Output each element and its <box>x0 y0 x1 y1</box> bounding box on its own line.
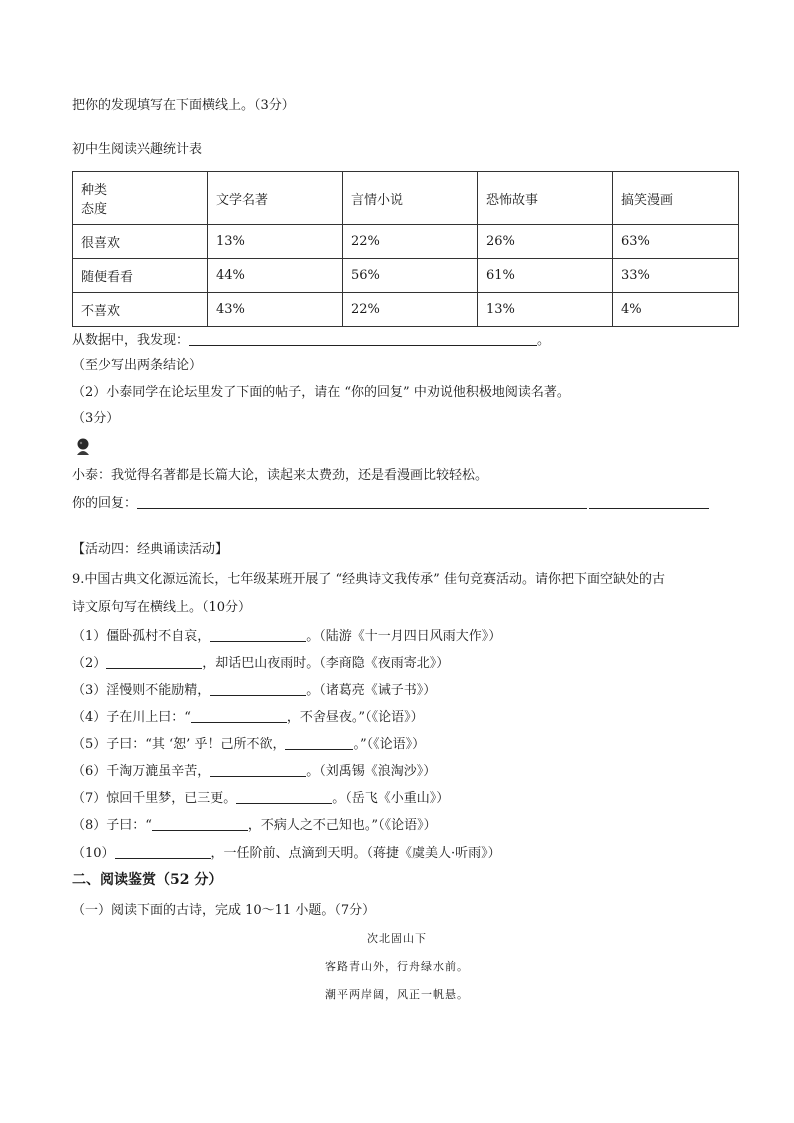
row-label: 随便看看 <box>73 259 208 293</box>
table-cell: 13% <box>478 293 613 327</box>
item-7-suffix: 。（岳飞《小重山》） <box>332 791 450 806</box>
fill-item-5 <box>72 735 425 754</box>
item-8-prefix: （8）子曰：“ <box>72 818 152 833</box>
corner-label-category: 种类 <box>81 183 108 198</box>
reply-answer-blank[interactable] <box>137 494 587 509</box>
item-4-suffix: ，不舍昼夜。”（《论语》） <box>286 710 424 725</box>
finding-note: （至少写出两条结论） <box>72 358 203 373</box>
intro-line: 把你的发现填写在下面横线上。（3分） <box>72 98 295 113</box>
table-row <box>73 293 739 327</box>
reply-label: 你的回复： <box>72 496 138 511</box>
item-10-blank[interactable] <box>115 844 211 859</box>
item-10-prefix: （10） <box>72 846 115 861</box>
item-2-prefix: （2） <box>72 656 107 671</box>
item-2-suffix: ，却话巴山夜雨时。（李商隐《夜雨寄北》） <box>202 656 450 671</box>
table-row <box>73 259 739 293</box>
table-cell: 56% <box>343 259 478 293</box>
fill-item-10 <box>72 844 501 863</box>
table-cell: 26% <box>478 225 613 259</box>
question-9-line-1: 9.中国古典文化源远流长，七年级某班开展了 “经典诗文我传承” 佳句竞赛活动。请你把下面空缺处的古 <box>72 572 665 587</box>
item-8-blank[interactable] <box>152 816 248 831</box>
item-1-blank[interactable] <box>210 627 306 642</box>
item-3-suffix: 。（诸葛亮《诫子书》） <box>306 683 437 698</box>
item-5-suffix: 。”（《论语》） <box>353 737 426 752</box>
corner-label-attitude: 态度 <box>81 202 108 217</box>
user-avatar-icon <box>76 438 90 455</box>
finding-line <box>72 331 550 350</box>
question-2-score: （3分） <box>72 411 120 426</box>
item-6-suffix: 。（刘禹锡《浪淘沙》） <box>306 764 437 779</box>
item-5-prefix: （5）子曰：“其 ‘恕’ 乎！己所不欲， <box>72 737 286 752</box>
table-cell: 44% <box>208 259 343 293</box>
finding-label: 从数据中，我发现： <box>72 333 190 348</box>
fill-item-3 <box>72 681 436 700</box>
item-7-prefix: （7）惊回千里梦，已三更。 <box>72 791 237 806</box>
question-9-line-2: 诗文原句写在横线上。（10分） <box>72 600 252 615</box>
table-title: 初中生阅读兴趣统计表 <box>72 142 203 157</box>
item-4-prefix: （4）子在川上曰：“ <box>72 710 191 725</box>
item-7-blank[interactable] <box>236 789 332 804</box>
item-10-suffix: ，一任阶前、点滴到天明。（蒋捷《虞美人·听雨》） <box>210 846 501 861</box>
column-header: 恐怖故事 <box>478 172 613 225</box>
fill-item-2 <box>72 654 449 673</box>
poem-line-1: 客路青山外，行舟绿水前。 <box>325 960 469 973</box>
item-3-prefix: （3）淫慢则不能励精， <box>72 683 211 698</box>
column-header: 言情小说 <box>343 172 478 225</box>
fill-item-7 <box>72 789 449 808</box>
row-label: 很喜欢 <box>73 225 208 259</box>
item-8-suffix: ，不病人之不己知也。”（《论语》） <box>247 818 437 833</box>
item-1-suffix: 。（陆游《十一月四日风雨大作》） <box>306 629 502 644</box>
table-cell: 63% <box>613 225 739 259</box>
table-header-row <box>73 172 739 225</box>
table-cell: 13% <box>208 225 343 259</box>
forum-post-text: 小泰：我觉得名著都是长篇大论，读起来太费劲，还是看漫画比较轻松。 <box>72 468 489 483</box>
question-2-text: （2）小泰同学在论坛里发了下面的帖子，请在 “你的回复” 中劝说他积极地阅读名著。 <box>72 385 570 400</box>
reply-answer-blank-2[interactable] <box>589 494 709 509</box>
table-cell: 43% <box>208 293 343 327</box>
poem-title: 次北固山下 <box>367 932 427 945</box>
column-header: 文学名著 <box>208 172 343 225</box>
fill-item-1 <box>72 627 501 646</box>
item-4-blank[interactable] <box>191 708 287 723</box>
item-6-blank[interactable] <box>210 762 306 777</box>
item-1-prefix: （1）僵卧孤村不自哀， <box>72 629 211 644</box>
table-row <box>73 225 739 259</box>
sub-section-1: （一）阅读下面的古诗，完成 10～11 小题。（7分） <box>72 903 376 918</box>
item-3-blank[interactable] <box>210 681 306 696</box>
item-6-prefix: （6）千淘万漉虽辛苦， <box>72 764 211 779</box>
finding-end: 。 <box>537 333 551 348</box>
fill-item-8 <box>72 816 437 835</box>
table-cell: 4% <box>613 293 739 327</box>
table-corner-cell <box>73 172 208 225</box>
fill-item-4 <box>72 708 424 727</box>
activity-title: 【活动四：经典诵读活动】 <box>72 542 229 557</box>
table-cell: 61% <box>478 259 613 293</box>
table-cell: 22% <box>343 293 478 327</box>
finding-answer-blank[interactable] <box>189 331 537 346</box>
row-label: 不喜欢 <box>73 293 208 327</box>
section-2-title: 二、阅读鉴赏（52 分） <box>72 872 223 888</box>
table-cell: 22% <box>343 225 478 259</box>
table-cell: 33% <box>613 259 739 293</box>
poem-line-2: 潮平两岸阔，风正一帆悬。 <box>325 988 469 1001</box>
column-header: 搞笑漫画 <box>613 172 739 225</box>
item-2-blank[interactable] <box>106 654 202 669</box>
item-5-blank[interactable] <box>285 735 353 750</box>
fill-item-6 <box>72 762 436 781</box>
reading-interest-table <box>72 171 739 327</box>
reply-line <box>72 494 709 513</box>
